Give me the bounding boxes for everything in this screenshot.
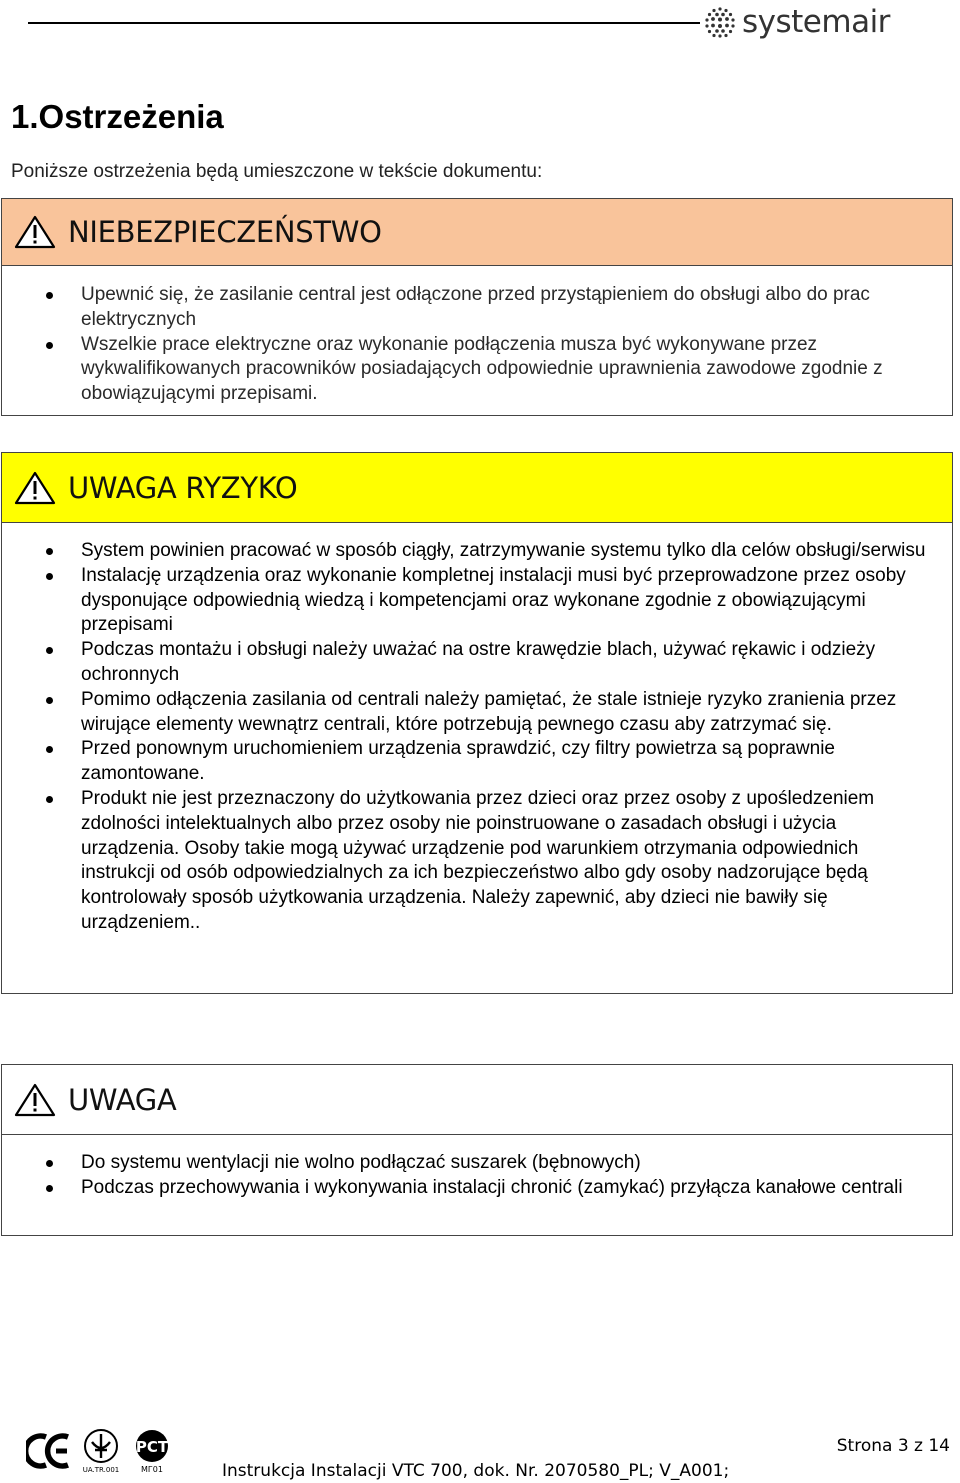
ce-mark-icon xyxy=(26,1431,72,1471)
caution-box-header xyxy=(2,1065,952,1135)
list-item-text: Upewnić się, że zasilanie central jest odłączone przed przystąpieniem do obsługi albo do prac elektrycznych xyxy=(81,284,870,330)
risk-box xyxy=(1,452,953,994)
page-number: Strona 3 z 14 xyxy=(836,1436,950,1456)
danger-box xyxy=(1,198,953,416)
list-item-text: Podczas montażu i obsługi należy uważać na ostre krawędzie blach, używać rękawic i odzieży ochronnych xyxy=(81,639,876,685)
bullet-icon xyxy=(46,1160,53,1167)
bullet-icon xyxy=(46,342,53,349)
risk-list xyxy=(2,539,952,936)
bullet-icon xyxy=(46,292,53,299)
list-item-text: Produkt nie jest przeznaczony do użytkowania przez dzieci oraz przez osoby z upośledzeniem zdolności intelektualnych albo przez osoby nie poinstruowane o zasadach obsługi i użycia urządzenia. Osoby takie mogą używać urządzenie pod warunkiem otrzymania odpowiednich instrukcji od osób odpowiedzialnych za ich bezpieczeństwo albo gdy osoby nadzorujące będą kontrolowały sposób użytkowania urządzenia. Należy zapewnić, aby dzieci nie bawiły się urządzeniem.. xyxy=(81,787,875,933)
risk-box-header xyxy=(2,453,952,523)
systemair-dot-sphere-icon xyxy=(704,6,736,38)
danger-title: NIEBEZPIECZEŃSTWO xyxy=(68,215,382,249)
list-item-text: Wszelkie prace elektryczne oraz wykonanie podłączenia musza być wykonywane przez wykwalifikowanych pracowników posiadających odpowiednie uprawnienia zawodowe zgodnie z obowiązującymi przepisami. xyxy=(81,333,883,405)
list-item xyxy=(2,688,952,738)
list-item xyxy=(2,787,952,936)
header-rule xyxy=(28,22,700,24)
list-item xyxy=(2,564,952,638)
warning-triangle-icon xyxy=(14,1083,56,1117)
list-item-text: Do systemu wentylacji nie wolno podłączać suszarek (bębnowych) xyxy=(81,1152,641,1173)
list-item-text: Instalację urządzenia oraz wykonanie kompletnej instalacji musi być przeprowadzone przez osoby dysponujące odpowiednią wiedzą i kompetencjami oraz wykonane zgodnie z obowiązującymi przepisami xyxy=(81,564,906,636)
logo-text: systemair xyxy=(742,4,890,40)
caution-box xyxy=(1,1064,953,1236)
bullet-icon xyxy=(46,1185,53,1192)
pct-mark-label: PCT xyxy=(135,1438,169,1456)
bullet-icon xyxy=(46,796,53,803)
ua-mark-label: UA.TR.001 xyxy=(82,1466,120,1474)
caution-list xyxy=(2,1151,952,1201)
intro-text: Poniższe ostrzeżenia będą umieszczone w tekście dokumentu: xyxy=(11,161,543,182)
list-item xyxy=(2,539,952,564)
list-item xyxy=(2,1176,952,1201)
list-item-text: Podczas przechowywania i wykonywania instalacji chronić (zamykać) przyłącza kanałowe centrali xyxy=(81,1176,903,1198)
bullet-icon xyxy=(46,548,53,555)
danger-box-header xyxy=(2,199,952,266)
list-item xyxy=(2,737,952,787)
ua-conformity-mark-icon xyxy=(80,1428,122,1474)
list-item-text: Pomimo odłączenia zasilania od centrali należy pamiętać, że stale istnieje ryzyko zranienia przez wirujące elementy wewnątrz centrali, które potrzebują pewnego czasu aby zatrzymać się. xyxy=(81,688,897,735)
systemair-logo xyxy=(704,2,890,42)
list-item xyxy=(2,638,952,688)
caution-title: UWAGA xyxy=(68,1082,177,1117)
document-info: Instrukcja Instalacji VTC 700, dok. Nr. 2070580_PL; V_A001; xyxy=(222,1461,730,1481)
bullet-icon xyxy=(46,697,53,704)
warning-triangle-icon xyxy=(14,215,56,249)
list-item xyxy=(2,333,952,407)
warning-triangle-icon xyxy=(14,471,56,505)
page-title: 1.Ostrzeżenia xyxy=(11,98,224,135)
list-item xyxy=(2,283,952,333)
bullet-icon xyxy=(46,573,53,580)
danger-list xyxy=(2,283,952,407)
list-item xyxy=(2,1151,952,1176)
list-item-text: System powinien pracować w sposób ciągły, zatrzymywanie systemu tylko dla celów obsługi/serwisu xyxy=(81,540,926,561)
mg-mark-label: МГ01 xyxy=(141,1465,163,1474)
bullet-icon xyxy=(46,746,53,753)
pct-mark-icon xyxy=(130,1428,174,1474)
bullet-icon xyxy=(46,647,53,654)
list-item-text: Przed ponownym uruchomieniem urządzenia sprawdzić, czy filtry powietrza są poprawnie zamontowane. xyxy=(81,738,835,785)
certification-marks xyxy=(26,1428,174,1474)
risk-title: UWAGA RYZYKO xyxy=(68,470,298,505)
